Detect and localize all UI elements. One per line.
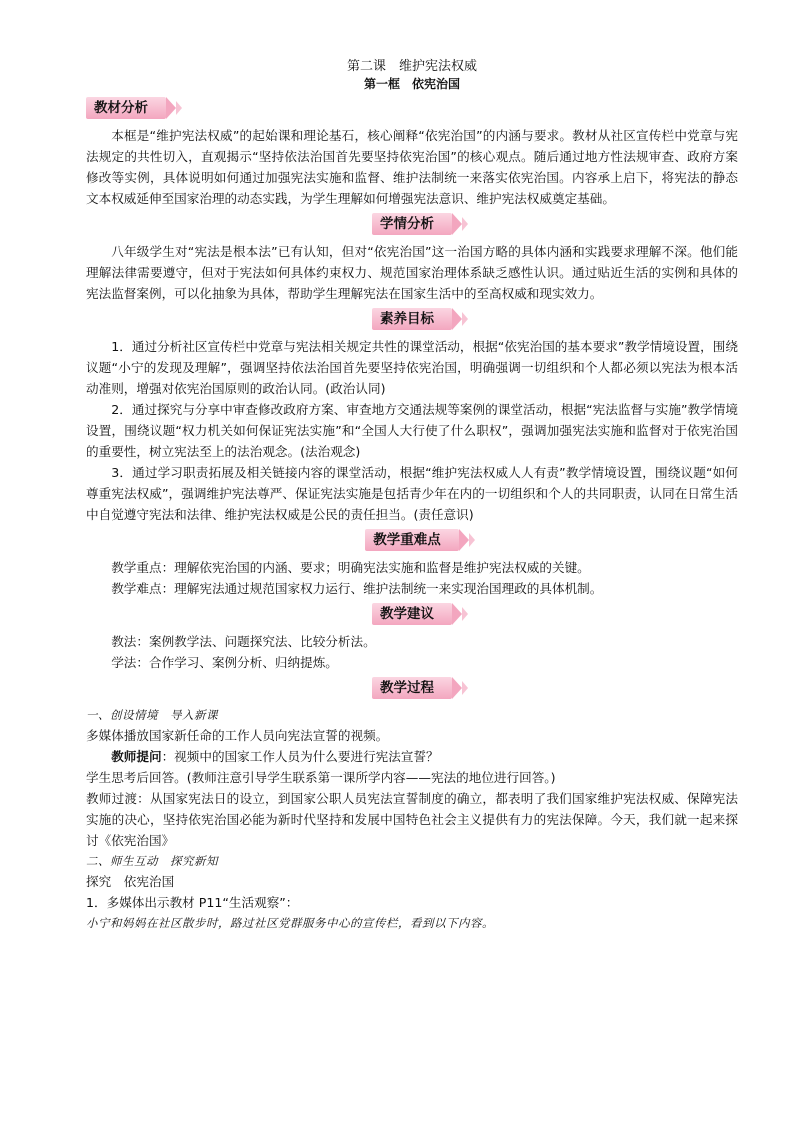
step2-title: 二、师生互动 探究新知 [86, 854, 218, 868]
step1-title: 一、创设情境 导入新课 [86, 708, 218, 722]
teacher-question [86, 746, 738, 767]
section-tag-students: 学情分析 [372, 213, 452, 235]
item-1-observation: 1．多媒体出示教材 P11“生活观察”： [86, 895, 299, 910]
teacher-transition: 教师过渡：从国家宪法日的设立，到国家公职人员宪法宣誓制度的确立，都表明了我们国家维护宪法权威、保障宪法实施的决心，坚持依宪治国必能为新时代坚持和发展中国特色社会主义提供有力的宪法保障。今天，我们就一起来探讨《依宪治国》 [86, 791, 738, 848]
teaching-difficulty: 教学难点：理解宪法通过规范国家权力运行、维护法制统一来实现治国理政的具体机制。 [111, 581, 603, 596]
section-tag-suggestions: 教学建议 [372, 603, 452, 625]
explore-title: 探究 依宪治国 [86, 874, 175, 889]
teacher-question-text: ：视频中的国家工作人员为什么要进行宪法宣誓？ [161, 749, 439, 764]
section-tag-process: 教学过程 [372, 677, 452, 699]
goal-item-3: 3．通过学习职责拓展及相关链接内容的课堂活动，根据“维护宪法权威人人有责”教学情境设置，围绕议题“如何尊重宪法权威”，强调维护宪法尊严、保证宪法实施是包括青少年在内的一切组织和个人的共同职责，认同在日常生活中自觉遵守宪法和法律、维护宪法权威是公民的责任担当。(责任意识) [86, 465, 738, 522]
section-heading-material [86, 97, 738, 123]
step1-video: 多媒体播放国家新任命的工作人员向宪法宣誓的视频。 [86, 728, 389, 743]
section-tag-material: 教材分析 [86, 97, 166, 119]
section-heading-process [86, 677, 738, 703]
lesson-title: 第二课 维护宪法权威 [346, 59, 477, 74]
goal-item-2: 2．通过探究与分享中审查修改政府方案、审查地方交通法规等案例的课堂活动，根据“宪法监督与实施”教学情境设置，围绕议题“权力机关如何保证宪法实施”和“全国人大行使了什么职权”，强调加强宪法实施和监督对于依宪治国的重要性，树立宪法至上的法治观念。(法治观念) [86, 402, 738, 459]
material-paragraph: 本框是“维护宪法权威”的起始课和理论基石，核心阐释“依宪治国”的内涵与要求。教材从社区宣传栏中党章与宪法规定的共性切入，直观揭示“坚持依法治国首先要坚持依宪治国”的核心观点。随后通过地方性法规审查、政府方案修改等实例，具体说明如何通过加强宪法实施和监督、维护法制统一来落实依宪治国。内容承上启下，将宪法的静态文本权威延伸至国家治理的动态实践，为学生理解如何增强宪法意识、维护宪法权威奠定基础。 [86, 128, 738, 206]
students-paragraph: 八年级学生对“宪法是根本法”已有认知，但对“依宪治国”这一治国方略的具体内涵和实践要求理解不深。他们能理解法律需要遵守，但对于宪法如何具体约束权力、规范国家治理体系缺乏感性认识。通过贴近生活的实例和具体的宪法监督案例，可以化抽象为具体，帮助学生理解宪法在国家生活中的至高权威和现实效力。 [86, 244, 738, 301]
goal-item-1: 1．通过分析社区宣传栏中党章与宪法相关规定共性的课堂活动，根据“依宪治国的基本要求”教学情境设置，围绕议题“小宁的发现及理解”，强调坚持依法治国首先要坚持依宪治国，明确强调一切组织和个人都必须以宪法为根本活动准则，增强对依宪治国原则的政治认同。(政治认同) [86, 339, 738, 396]
learning-methods: 学法：合作学习、案例分析、归纳提炼。 [111, 655, 338, 670]
student-answer: 学生思考后回答。(教师注意引导学生联系第一课所学内容——宪法的地位进行回答。) [86, 770, 556, 785]
teaching-focus: 教学重点：理解依宪治国的内涵、要求；明确宪法实施和监督是维护宪法权威的关键。 [111, 560, 590, 575]
section-heading-suggestions [86, 603, 738, 629]
teacher-question-label: 教师提问 [111, 749, 162, 764]
section-tag-key-points: 教学重难点 [365, 529, 459, 551]
section-heading-key-points [86, 529, 738, 555]
section-heading-goals [86, 308, 738, 334]
observation-text: 小宁和妈妈在社区散步时，路过社区党群服务中心的宣传栏，看到以下内容。 [86, 916, 494, 930]
document-content [86, 58, 738, 933]
frame-title: 第一框 依宪治国 [363, 77, 460, 91]
section-tag-goals: 素养目标 [372, 308, 452, 330]
teaching-methods: 教法：案例教学法、问题探究法、比较分析法。 [111, 634, 376, 649]
section-heading-students [86, 213, 738, 239]
